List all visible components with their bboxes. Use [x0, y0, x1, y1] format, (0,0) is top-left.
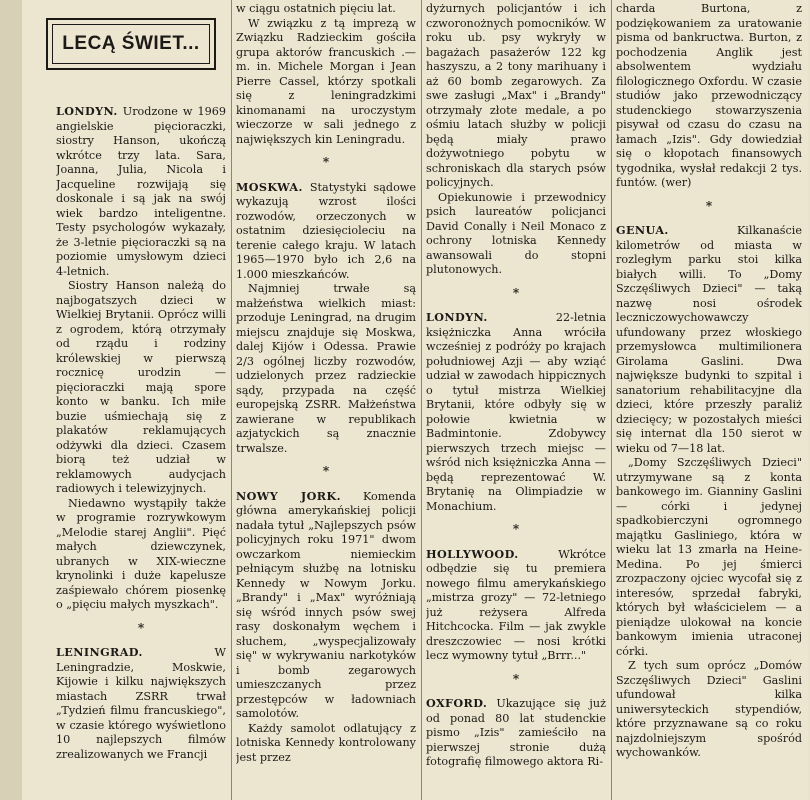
dateline-new-york: NOWY JORK.: [236, 488, 341, 503]
article-text: Komenda główna amerykańskiej policji nadała tytuł „Najlepszych psów policyjnych roku 1971" dwom owczarkom niemieckim pełniącym służbę na lotnisku Kennedy w Nowym Jorku. „Brandy" i „Max" wyróżniają się wśród innych psów swej rasy doskonałym węchem i słuchem, „wyspecjalizowały się" w wykrywaniu narkotyków i bomb zegarowych umieszczanych przez przestępców w ładowniach samolotów.: [236, 489, 416, 720]
article-text: Siostry Hanson należą do najbogatszych dzieci w Wielkiej Brytanii. Oprócz willi z ogrodem, którą otrzymały od rządu i rodziny królewskiej w pierwszą rocznicę urodzin — pięcioraczki mają spore konto w banku. Ich miłe buzie uśmiechają się z plakatów reklamujących odżywki dla dzieci. Czasem biorą też udział w reklamowych audycjach radiowych i telewizyjnych.: [56, 279, 226, 495]
article-new-york-continued: [426, 2, 606, 278]
column-4: [616, 0, 802, 800]
article-text: Wkrótce odbędzie się tu premiera nowego filmu amerykańskiego „mistrza grozy" — 72-letniego już reżysera Alfreda Hitchcocka. Film — jak zwykle dreszczowiec — nosi krótki lecz wymowny tytuł „Brrr...": [426, 547, 606, 662]
separator-star: *: [512, 522, 520, 536]
article-text: Kilkanaście kilometrów od miasta w rozległym parku stoi kilka białych willi. To „Domy Szczęśliwych Dzieci" — taką nazwę nosi ośrodek leczniczowychowawczy ufundowany przez włoskiego przemysłowca multimilionera Girolama Gaslini. Dwa największe budynki to szpital i sanatorium rehabilitacyjne dla dzieci, które przeszły paraliż dziecięcy; w pozostałych mieści się internat dla 150 sierot w wieku od 7—18 lat.: [616, 224, 802, 455]
dateline-london: LONDYN.: [426, 310, 488, 324]
column-1: [56, 0, 226, 800]
page-edge: [0, 0, 22, 800]
dateline-london: LONDYN.: [56, 104, 118, 118]
column-rule: [421, 0, 422, 800]
dateline-moscow: MOSKWA.: [236, 179, 303, 194]
separator-star: *: [705, 198, 713, 213]
article-genoa: [616, 223, 802, 761]
article-leningrad-continued: [236, 2, 416, 147]
article-text: Najmniej trwałe są małżeństwa wielkich miast: przoduje Leningrad, na drugim miejscu znajduje się Moskwa, dalej Kijów i Odessa. Prawie 2/3 ogólnej liczby rozwodów, udzielonych przez radzieckie sądy, przypada na część europejską ZSRR. Małżeństwa zawierane w republikach azjatyckich są znacznie trwalsze.: [236, 282, 416, 455]
separator-star: *: [322, 464, 330, 478]
article-text: Urodzone w 1969 angielskie pięcioraczki, siostry Hanson, ukończą wkrótce trzy lata. Sara, Joanna, Julia, Nicola i Jacqueline rozwijają się doskonale i są jak na swój wiek bardzo inteligentne. Testy psychologów wykazały, że 3-letnie pięcioraczki są na poziomie umysłowym dzieci 4-letnich.: [56, 105, 226, 278]
article-text: 22-letnia księżniczka Anna wróciła wcześniej z podróży po krajach południowej Azji — aby wziąć udział w zawodach hippicznych o tytuł mistrza Wielkiej Brytanii, które odbyły się w połowie kwietnia w Badmintonie. Zdobywcy pierwszych trzech miejsc — wśród nich księżniczka Anna — będą reprezentować W. Brytanię na Olimpiadzie w Monachium.: [426, 311, 606, 513]
separator-star: *: [512, 671, 520, 686]
separator-star: *: [137, 620, 145, 635]
article-oxford: [426, 696, 606, 770]
article-text: „Domy Szczęśliwych Dzieci" utrzymywane są z konta bankowego im. Gianniny Gaslini — córki i jedynej spadkobierczyni ogromnego majątku Gasliniego, która w wieku lat 13 zmarła na Heine-Medina. Po jej śmierci zrozpaczony ojciec wycofał się z interesów, sprzedał fabryki, których był właścicielem — a pieniądze ulokował na koncie bankowym imienia utraconej córki.: [616, 456, 802, 658]
article-text: Opiekunowie i przewodnicy psich laureatów policjanci David Conally i Neil Monaco z ochrony lotniska Kennedy awansowali do stopni plutonowych.: [426, 190, 606, 276]
article-text: Każdy samolot odlatujący z lotniska Kennedy kontrolowany jest przez: [236, 721, 416, 764]
dateline-oxford: OXFORD.: [426, 696, 488, 710]
article-text: W Leningradzie, Moskwie, Kijowie i kilku największych miastach ZSRR trwał „Tydzień filmu francuskiego", w czasie którego wyświetlono 10 najlepszych filmów zrealizowanych we Francji: [56, 646, 226, 761]
dateline-leningrad: LENINGRAD.: [56, 645, 143, 659]
newspaper-page: [22, 0, 808, 800]
article-london-2: [426, 310, 606, 514]
article-text: dyżurnych policjantów i ich czworonożnych pomocników. W roku ub. psy wykryły w bagażach pasażerów 122 kg haszyszu, a 2 tony marihuany i aż 60 bomb zegarowych. Za swe zasługi „Max" i „Brandy" otrzymały złote medale, a po ośmiu latach służby w policji będą miały prawo dożywotniego pobytu w schroniskach dla starych psów policyjnych.: [426, 2, 606, 189]
rubric-title: LECĄ ŚWIET...: [52, 24, 210, 64]
article-new-york: [236, 489, 416, 766]
article-text: charda Burtona, z podziękowaniem za uratowanie pisma od bankructwa. Burton, z pochodzenia Anglik jest absolwentem wydziału filologicznego Oxfordu. W czasie studiów jako przewodniczący studenckiego stowarzyszenia pisywał od czasu do czasu na łamach „Izis". Gdy dowiedział się o kłopotach finansowych tygodnika, wysłał redakcji 2 tys. funtów. (wer): [616, 2, 802, 189]
separator-star: *: [322, 155, 330, 169]
article-text: w ciągu ostatnich pięciu lat.: [236, 2, 396, 15]
dateline-hollywood: HOLLYWOOD.: [426, 546, 519, 561]
article-text: Z tych sum oprócz „Domów Szczęśliwych Dzieci" Gaslini ufundował kilka uniwersyteckich stypendiów, które przyznawane są co roku najzdolniejszym spośród wychowanków.: [616, 659, 802, 759]
article-hollywood: [426, 547, 606, 664]
column-rule: [611, 0, 612, 800]
column-3: [426, 0, 606, 800]
dateline-genoa: GENUA.: [616, 223, 669, 237]
article-text: Ukazujące się już od ponad 80 lat studenckie pismo „Izis" zamieściło na pierwszej stronie dużą fotografię filmowego aktora Ri-: [426, 697, 606, 768]
column-rule: [231, 0, 232, 800]
article-text: W związku z tą imprezą w Związku Radzieckim gościła grupa aktorów francuskich .— m. in. Michele Morgan i Jean Pierre Cassel, którzy spotkali się z leningradzkimi kinomanami na uroczystym wieczorze w sali jednego z największych kin Leningradu.: [236, 16, 416, 146]
article-moscow: [236, 180, 416, 457]
article-leningrad: [56, 645, 226, 762]
column-2: [236, 0, 416, 800]
article-text: Statystyki sądowe wykazują wzrost ilości rozwodów, orzeczonych w ostatnim dziesięcioleciu na terenie całego kraju. W latach 1965—1970 było ich 2,6 na 1.000 mieszkańców.: [236, 180, 416, 281]
separator-star: *: [512, 285, 520, 300]
article-oxford-continued: [616, 2, 802, 191]
article-text: Niedawno wystąpiły także w programie rozrywkowym „Melodie starej Anglii". Pięć małych dziewczynek, ubranych w XIX-wieczne krynolinki i duże kapelusze zaśpiewało chórem piosenkę o „pięciu małych myszkach".: [56, 496, 226, 611]
article-london: [56, 104, 226, 613]
